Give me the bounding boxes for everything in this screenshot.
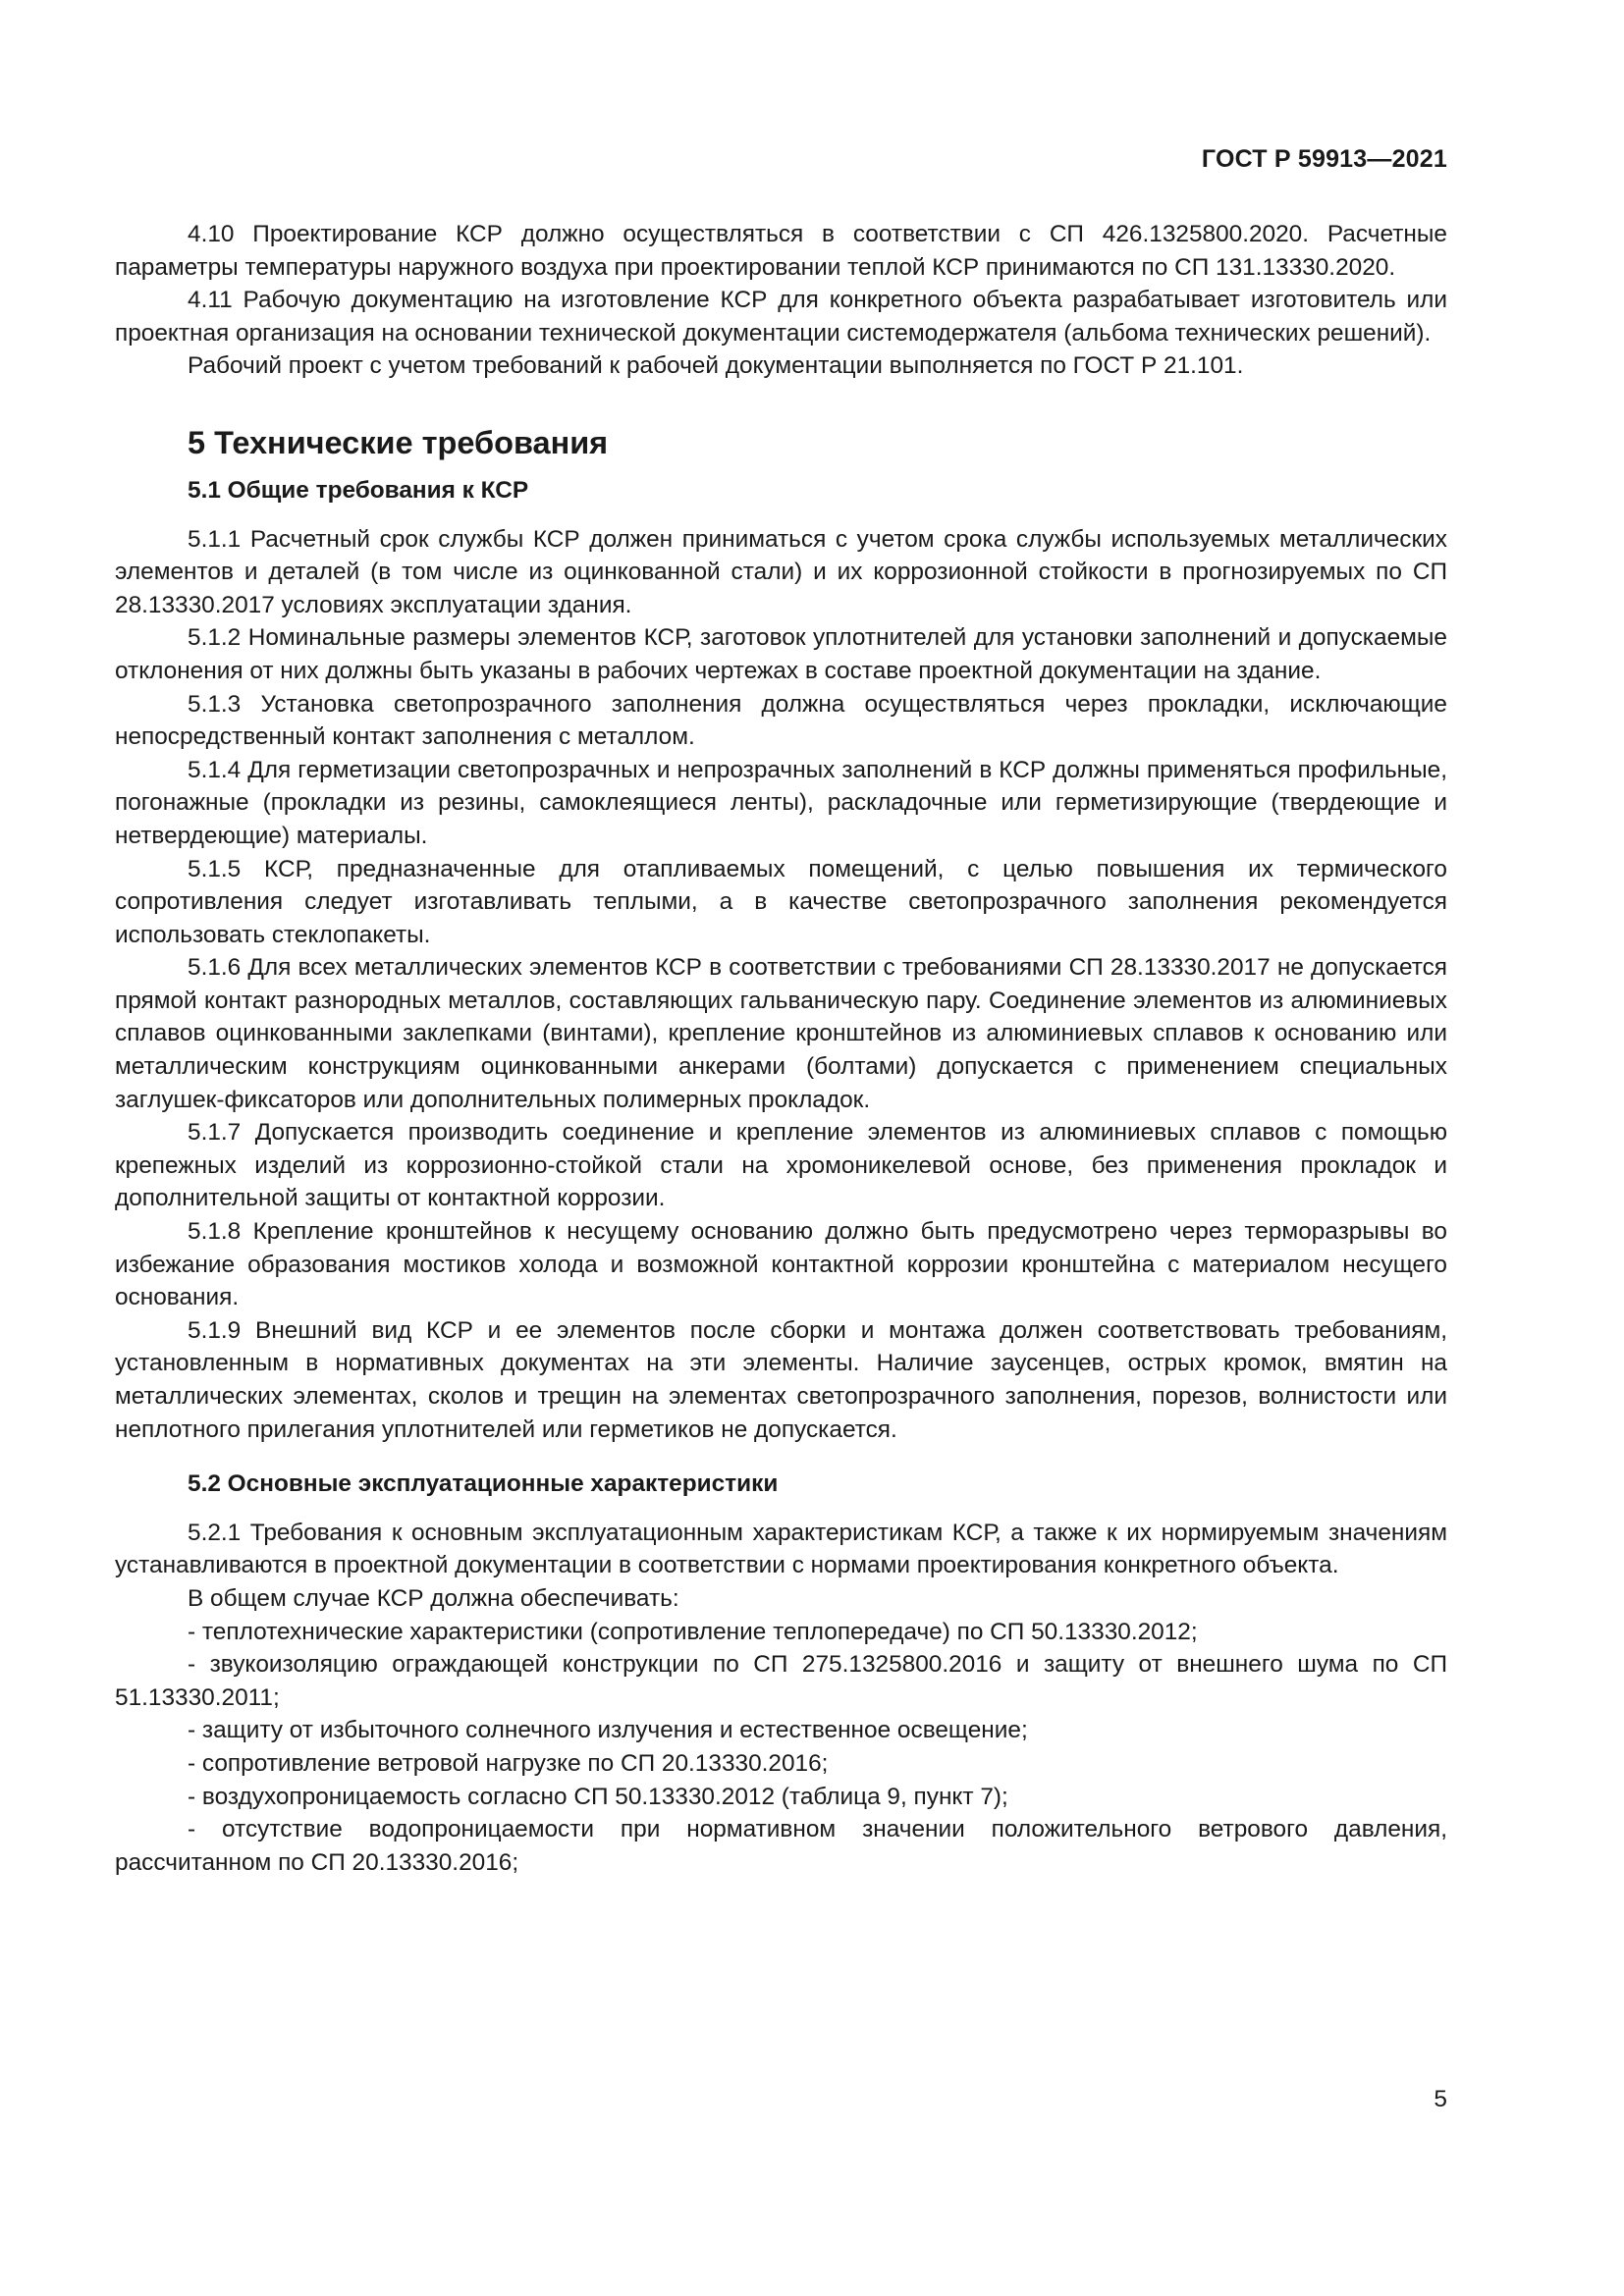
paragraph-5-2-1: 5.2.1 Требования к основным эксплуатационным характеристикам КСР, а также к их нормируемым значениям устанавливаются в проектной документации в соответствии с нормами проектирования конкретного объекта. xyxy=(115,1519,1447,1579)
paragraph-5-1-5: 5.1.5 КСР, предназначенные для отапливаемых помещений, с целью повышения их термического сопротивления следует изготавливать теплыми, а в качестве светопрозрачного заполнения рекомендуется использовать стеклопакеты. xyxy=(115,855,1447,948)
paragraph-4-10: 4.10 Проектирование КСР должно осуществляться в соответствии с СП 426.1325800.2020. Расчетные параметры температуры наружного воздуха при проектировании теплой КСР принимаются по СП 131.13330.2020. xyxy=(115,221,1447,281)
paragraph-working-project: Рабочий проект с учетом требований к рабочей документации выполняется по ГОСТ Р 21.101. xyxy=(188,352,1244,380)
subsection-5-2-title: 5.2 Основные эксплуатационные характеристики xyxy=(188,1470,779,1498)
section-5-title: 5 Технические требования xyxy=(188,424,609,460)
list-item-sound: - звукоизоляцию ограждающей конструкции по СП 275.1325800.2016 и защиту от внешнего шума по СП 51.13330.2011; xyxy=(115,1651,1447,1711)
list-item-water: - отсутствие водопроницаемости при нормативном значении положительного ветрового давления, рассчитанном по СП 20.13330.2016; xyxy=(115,1816,1447,1876)
page-number: 5 xyxy=(1434,2086,1447,2112)
document-body xyxy=(115,218,1447,1879)
paragraph-5-1-1: 5.1.1 Расчетный срок службы КСР должен приниматься с учетом срока службы используемых металлических элементов и деталей (в том числе из оцинкованной стали) и их коррозионной стойкости в прогнозируемых по СП 28.13330.2017 условиях эксплуатации здания. xyxy=(115,525,1447,618)
paragraph-5-1-2: 5.1.2 Номинальные размеры элементов КСР, заготовок уплотнителей для установки заполнений и допускаемые отклонения от них должны быть указаны в рабочих чертежах в составе проектной документации на здание. xyxy=(115,624,1447,684)
paragraph-5-1-8: 5.1.8 Крепление кронштейнов к несущему основанию должно быть предусмотрено через терморазрывы во избежание образования мостиков холода и возможной контактной коррозии кронштейна с материалом несущего основания. xyxy=(115,1218,1447,1311)
paragraph-5-1-4: 5.1.4 Для герметизации светопрозрачных и непрозрачных заполнений в КСР должны применяться профильные, погонажные (прокладки из резины, самоклеящиеся ленты), раскладочные или герметизирующие (твердеющие и нетвердеющие) материалы. xyxy=(115,756,1447,849)
paragraph-5-1-9: 5.1.9 Внешний вид КСР и ее элементов после сборки и монтажа должен соответствовать требованиям, установленным в нормативных документах на эти элементы. Наличие заусенцев, острых кромок, вмятин на металлических элементах, сколов и трещин на элементах светопрозрачного заполнения, порезов, волнистости или неплотного прилегания уплотнителей или герметиков не допускается. xyxy=(115,1316,1447,1443)
paragraph-5-1-7: 5.1.7 Допускается производить соединение и крепление элементов из алюминиевых сплавов с помощью крепежных изделий из коррозионно-стойкой стали на хромоникелевой основе, без применения прокладок и дополнительной защиты от контактной коррозии. xyxy=(115,1119,1447,1212)
list-item-air: - воздухопроницаемость согласно СП 50.13330.2012 (таблица 9, пункт 7); xyxy=(188,1783,1008,1810)
paragraph-5-1-6: 5.1.6 Для всех металлических элементов КСР в соответствии с требованиями СП 28.13330.2017 не допускается прямой контакт разнородных металлов, составляющих гальваническую пару. Соединение элементов из алюминиевых сплавов оцинкованными заклепками (винтами), крепление кронштейнов из алюминиевых сплавов к основанию или металлическим конструкциям оцинкованными анкерами (болтами) допускается с применением специальных заглушек-фиксаторов или дополнительных полимерных прокладок. xyxy=(115,954,1447,1113)
list-item-solar: - защиту от избыточного солнечного излучения и естественное освещение; xyxy=(188,1717,1028,1744)
paragraph-general-case: В общем случае КСР должна обеспечивать: xyxy=(188,1584,679,1612)
subsection-5-1-title: 5.1 Общие требования к КСР xyxy=(188,476,529,504)
list-item-wind: - сопротивление ветровой нагрузке по СП 20.13330.2016; xyxy=(188,1749,829,1777)
paragraph-4-11: 4.11 Рабочую документацию на изготовление КСР для конкретного объекта разрабатывает изготовитель или проектная организация на основании технической документации системодержателя (альбома технических решений). xyxy=(115,287,1447,347)
document-header: ГОСТ Р 59913—2021 xyxy=(1201,145,1447,173)
list-item-thermal: - теплотехнические характеристики (сопротивление теплопередаче) по СП 50.13330.2012; xyxy=(188,1618,1198,1645)
paragraph-5-1-3: 5.1.3 Установка светопрозрачного заполнения должна осуществляться через прокладки, исключающие непосредственный контакт заполнения с металлом. xyxy=(115,690,1447,751)
